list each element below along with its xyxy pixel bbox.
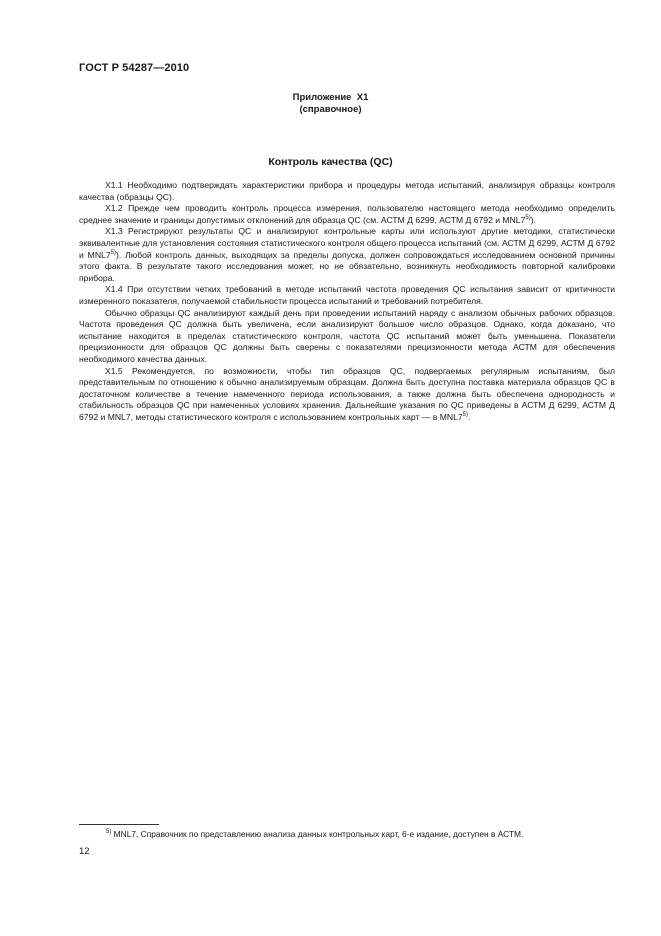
annex-heading [0,92,661,116]
paragraph-text: Х1.2 Прежде чем проводить контроль процесса измерения, пользователю настоящего метода необходимо определить среднее значение и границы допустимых отклонений для образца QC (см. АСТМ Д 6299, АСТМ Д 6792 и MNL7 [79,203,615,225]
paragraph-x1-4-continued [79,308,615,366]
paragraph-x1-4 [79,284,615,307]
paragraph-x1-3 [79,226,615,284]
paragraph-tail: . [468,411,471,422]
footnote-divider [79,824,159,825]
paragraph-text: Х1.4 При отсутствии четких требований в методе испытаний частота проведения QC испытания зависит от критичности измеренного показателя, получаемой стабильности процесса испытаний и требований потребителя. [79,284,615,306]
footnote [79,829,619,840]
footnote-marker: 5) [106,829,112,836]
page-number: 12 [79,846,90,857]
paragraph-x1-1 [79,180,615,203]
footnote-ref: 5) [462,412,468,419]
annex-subtitle: (справочное) [299,104,362,115]
paragraph-tail: ). Любой контроль данных, выходящих за пределы допуска, должен сопровождаться исследованием основной причины этого факта. В результате такого исследования может, но не обязательно, возникнуть необходимость повторной калибровки прибора. [79,249,615,283]
paragraph-tail: ). [530,214,536,225]
paragraph-x1-2 [79,203,615,226]
paragraph-text: Х1.3 Регистрируют результаты QC и анализируют контрольные карты или используют другие методики, статистически эквивалентные для установления состояния статистического контроля общего процесса испытаний (см. АСТМ Д 6299, АСТМ Д 6792 и MNL7 [79,226,615,260]
document-id: ГОСТ Р 54287—2010 [79,62,190,74]
body-text [79,180,615,423]
paragraph-text: Х1.1 Необходимо подтверждать характеристики прибора и процедуры метода испытаний, анализируя образцы контроля качества (образцы QC). [79,180,615,202]
annex-title: Приложение Х1 [292,92,369,103]
footnote-text: MNL7, Справочник по представлению анализа данных контрольных карт, 6-е издание, доступен в АСТМ. [111,829,524,839]
paragraph-text: Х1.5 Рекомендуется, по возможности, чтобы тип образцов QC, подвергаемых регулярным испытаниям, был представительным по отношению к обычно анализируемым образцам. Должна быть доступна поставка материала образцов QC в достаточном количестве в течение намеченного периода использования, а также должна быть обеспечена однородность и стабильность образцов QC при намеченных условиях хранения. Дальнейшие указания по QC приведены в АСТМ Д 6299, АСТМ Д 6792 и MNL7, методы статистического контроля с использованием контрольных карт — в MNL7 [79,365,615,422]
paragraph-text: Обычно образцы QC анализируют каждый день при проведении испытаний наряду с анализом обычных рабочих образцов. Частота проведения QC должна быть увеличена, если анализируют большое число образцов. Однако, когда доказано, что испытание находится в пределах статистического контроля, частота QC испытаний может быть уменьшена. Показатели прецизионности для образцов QC должны быть сверены с показателями прецизионности метода АСТМ для обеспечения необходимого качества данных. [79,307,615,364]
section-title: Контроль качества (QC) [268,156,393,168]
paragraph-x1-5 [79,366,615,424]
footnote-ref: 5) [525,214,531,221]
footnote-ref: 5) [110,249,116,256]
